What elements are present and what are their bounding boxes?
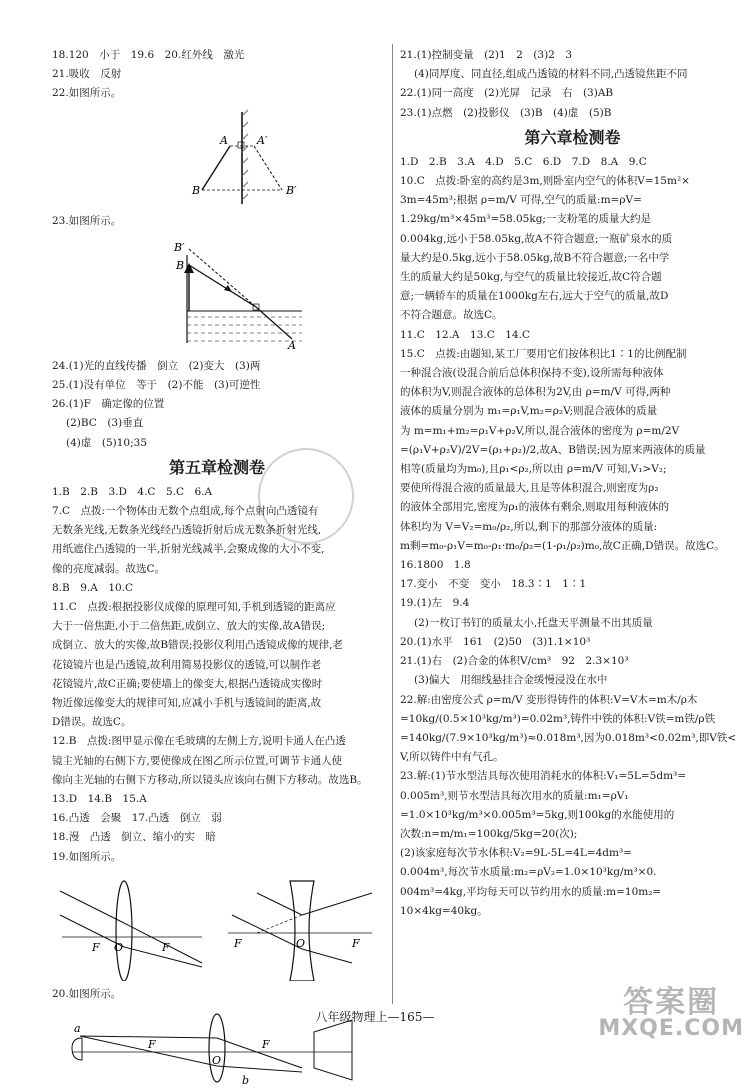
object-eye [72, 1038, 82, 1060]
answer-line: 16.凸透 会聚 17.凸透 倒立 弱 [52, 812, 222, 825]
label-a: A [220, 133, 228, 147]
answer-line: 22.解:由密度公式 ρ=m/V 变形得铸件的体积:V=V木=m木/ρ木 [400, 693, 698, 706]
answer-line: 3m=45m³;根据 ρ=m/V 可得,空气的质量:m=ρV= [400, 194, 642, 207]
answer-line: 不符合题意。故选C。 [400, 309, 503, 322]
label-a-prime: A′ [257, 133, 268, 147]
answer-line: 1.B 2.B 3.D 4.C 5.C 6.A [52, 485, 213, 498]
label-o: O [114, 940, 124, 954]
answer-line: 意;一辆轿车的质量在1000kg左右,远大于空气的质量,故D [400, 290, 669, 303]
answer-line: 20.(1)水平 161 (2)50 (3)1.1×10³ [400, 635, 591, 648]
label-o: O [296, 936, 306, 950]
answer-line: 物近像远像变大的规律可知,应减小手机与透镜间的距离,故 [52, 697, 322, 710]
column-divider [392, 44, 393, 1004]
label-f: F [352, 936, 360, 950]
answer-line: (2)该家庭每次节水体积:V₂=9L-5L=4L=4dm³= [400, 847, 632, 860]
answer-line: 成倒立、放大的实像,故B错误;投影仪利用凸透镜成像的规律,老 [52, 639, 343, 652]
answer-line: 25.(1)没有单位 等于 (2)不能 (3)可逆性 [52, 379, 261, 392]
answer-line: 像的亮度减弱。故选C。 [52, 562, 166, 575]
figure-22 [52, 108, 312, 208]
convex-lens [116, 881, 132, 981]
label-o: O [212, 1054, 222, 1068]
page-footer: 八年级物理上—165— [315, 1010, 435, 1024]
answer-line: 22.如图所示。 [52, 87, 122, 100]
answer-line: 的液体全部用完,密度为ρ₁的液体有剩余,则取用每种液体的 [400, 501, 670, 514]
chapter5-heading: 第五章检测卷 [168, 457, 265, 477]
watermark-text: 答案圈 [623, 985, 720, 1020]
answer-line: 10.C 点拨:卧室的高约是3m,则卧室内空气的体积V=15m²× [400, 175, 690, 188]
answer-line: (3)偏大 用细线悬挂合金缓慢浸没在水中 [414, 674, 608, 687]
answer-line: 23.(1)点燃 (2)投影仪 (3)B (4)虚 (5)B [400, 106, 612, 119]
answer-line: 23.解:(1)节水型洁具每次使用消耗水的体积:V₁=5L=5dm³= [400, 770, 687, 783]
watermark-url: MXQE.COM [598, 1016, 744, 1041]
image-ab [254, 146, 282, 190]
site-watermark [598, 985, 744, 1041]
answer-line: 花镜镜片也是凸透镜,故利用简易投影仪的透镜,可以制作老 [52, 658, 322, 671]
chapter6-heading: 第六章检测卷 [524, 127, 621, 147]
answer-line: 无数条光线,无数条光线经凸透镜折射后成无数条折射光线, [52, 524, 322, 537]
answer-line: 1.29kg/m³×45m³=58.05kg;一支粉笔的质量大约是 [400, 213, 651, 226]
right-column [400, 46, 745, 921]
answer-line: 13.D 14.B 15.A [52, 793, 147, 806]
answer-line: 15.C 点拨:由题知,某工厂要用它们按体积比1∶1的比例配制 [400, 347, 687, 360]
answer-line: 的体积为V,则混合液体的总体积为2V,由 ρ=m/V 可得,两种 [400, 386, 671, 399]
figure-23 [52, 235, 312, 353]
answer-line: 11.C 点拨:根据投影仪成像的原理可知,手机到透镜的距离应 [52, 601, 336, 614]
label-f: F [262, 1038, 270, 1052]
label-b-prime: B′ [174, 240, 185, 254]
answer-line: 17.变小 不变 变小 18.3∶1 1∶1 [400, 578, 587, 591]
answer-line: 为 m=m₁+m₂=ρ₁V+ρ₂V,所以,混合液体的密度为 ρ=m/2V [400, 424, 680, 437]
answer-line: V,所以铸件中有气孔。 [400, 751, 504, 764]
answer-line: 21.(1)右 (2)合金的体积V/cm³ 92 2.3×10³ [400, 655, 629, 668]
left-column [52, 46, 382, 1090]
object-ab [202, 146, 230, 190]
answer-line: 0.004kg,远小于58.05kg,故A不符合题意;一瓶矿泉水的质 [400, 232, 673, 245]
answer-line: (2)BC (3)垂直 [66, 417, 144, 430]
label-b-prime: B′ [286, 183, 297, 197]
answer-line: 花镜镜片,故C正确;要使墙上的像变大,根据凸透镜成实像时 [52, 677, 323, 690]
answer-line: 18.漫 凸透 倒立、缩小的实 暗 [52, 831, 216, 844]
answer-line: 16.1800 1.8 [400, 559, 471, 572]
camera-screen [314, 1020, 352, 1080]
answer-line: 10×4kg=40kg。 [400, 904, 488, 917]
answer-line: 一种混合液(设混合前后总体积保持不变),设所需每种液体 [400, 367, 664, 380]
answer-line: 8.B 9.A 10.C [52, 581, 134, 594]
answer-line: 镜主光轴的右侧下方,要使像成在图乙所示位置,可调节卡通人使 [52, 754, 343, 767]
answer-line: 23.如图所示。 [52, 214, 122, 227]
answer-line: 0.004m³,每次节水质量:m₂=ρV₂=1.0×10³kg/m³×0. [400, 866, 657, 879]
answer-line: 20.如图所示。 [52, 987, 122, 1000]
concave-lens [290, 881, 314, 981]
answer-line: 22.(1)同一高度 (2)光屏 记录 右 (3)AB [400, 87, 614, 100]
answer-line: =140kg/(7.9×10³kg/m³)≈0.018m³,因为0.018m³<0.02m³,即V铁< [400, 731, 737, 744]
answer-line: 19.如图所示。 [52, 850, 122, 863]
answer-line: 0.005m³,则节水型洁具每次用水的质量:m₁=ρV₁ [400, 789, 629, 802]
answer-line: 18.120 小于 19.6 20.红外线 激光 [52, 49, 245, 61]
answer-line: 19.(1)左 9.4 [400, 597, 470, 610]
answer-line: 要使所得混合液的质量最大,且是等体积混合,则密度为ρ₂ [400, 482, 659, 495]
answer-line: 像向主光轴的右侧下方移动,所以镜头应该向右侧下方移动。故选B。 [52, 773, 368, 786]
label-f: F [92, 940, 100, 954]
answer-line: D错误。故选C。 [52, 716, 132, 729]
label-f: F [148, 1038, 156, 1052]
answer-line: (4)同厚度、同直径,组成凸透镜的材料不同,凸透镜焦距不同 [414, 68, 688, 81]
label-b: b [242, 1074, 250, 1087]
label-b: B [176, 258, 185, 272]
answer-line: 11.C 12.A 13.C 14.C [400, 328, 530, 341]
figure-19 [52, 871, 382, 981]
answer-line: =(ρ₁V+ρ₂V)/2V=(ρ₁+ρ₂)/2,故A、B错误;因为原来两液体的质量 [400, 443, 706, 456]
answer-line: m剩=m₀-ρ₁V=m₀-ρ₁·m₀/ρ₂=(1-ρ₁/ρ₂)m₀,故C正确,D错误。故选C。 [400, 539, 725, 552]
answer-line: 1.D 2.B 3.A 4.D 5.C 6.D 7.D 8.A 9.C [400, 155, 647, 168]
label-f: F [234, 936, 242, 950]
answer-line: (4)虚 (5)10;35 [66, 436, 148, 449]
label-a: a [74, 1022, 81, 1036]
answer-line: 21.吸收 反射 [52, 68, 122, 81]
answer-line: 004m³=4kg,平均每天可以节约用水的质量:m=10m₂= [400, 885, 662, 898]
answer-line: 次数:n=m/m₁=100kg/5kg=20(次); [400, 827, 578, 840]
answer-line: 体积均为 V=V₂=m₀/ρ₂,所以,剩下的那部分液体的质量: [400, 520, 658, 533]
label-b: B [192, 183, 201, 197]
answer-line: 相等(质量均为m₀),且ρ₁<ρ₂,所以由 ρ=m/V 可知,V₁>V₂; [400, 463, 667, 476]
label-f: F [162, 940, 170, 954]
answer-line: 26.(1)F 确定像的位置 [52, 398, 165, 411]
answer-line: 24.(1)光的直线传播 倒立 (2)变大 (3)两 [52, 359, 261, 372]
answer-line: (2)一枚订书钉的质量太小,托盘天平测量不出其质量 [414, 616, 653, 629]
answer-line: =10kg/(0.5×10³kg/m³)=0.02m³,铸件中铁的体积:V铁=m铁/ρ铁 [400, 712, 716, 725]
answer-line: 大于一倍焦距,小于二倍焦距,成倒立、放大的实像,故A错误; [52, 620, 326, 633]
label-a: A [288, 338, 296, 352]
answer-line: 21.(1)控制变量 (2)1 2 (3)2 3 [400, 49, 573, 61]
answer-line: =1.0×10³kg/m³×0.005m³=5kg,则100kg的水能使用的 [400, 808, 675, 821]
answer-line: 7.C 点拨:一个物体由无数个点组成,每个点射向凸透镜有 [52, 505, 319, 518]
answer-line: 12.B 点拨:图甲显示像在毛玻璃的左侧上方,说明卡通人在凸透 [52, 735, 346, 748]
answer-line: 液体的质量分别为 m₁=ρ₁V,m₂=ρ₂V;则混合液体的质量 [400, 405, 658, 418]
answer-line: 用纸遮住凸透镜的一半,折射光线减半,会聚成像的大小不变, [52, 543, 325, 556]
answer-line: 量大约是0.5kg,远小于58.05kg,故B不符合题意;一名中学 [400, 251, 670, 264]
answer-line: 生的质量大约是50kg,与空气的质量比较接近,故C符合题 [400, 271, 662, 284]
